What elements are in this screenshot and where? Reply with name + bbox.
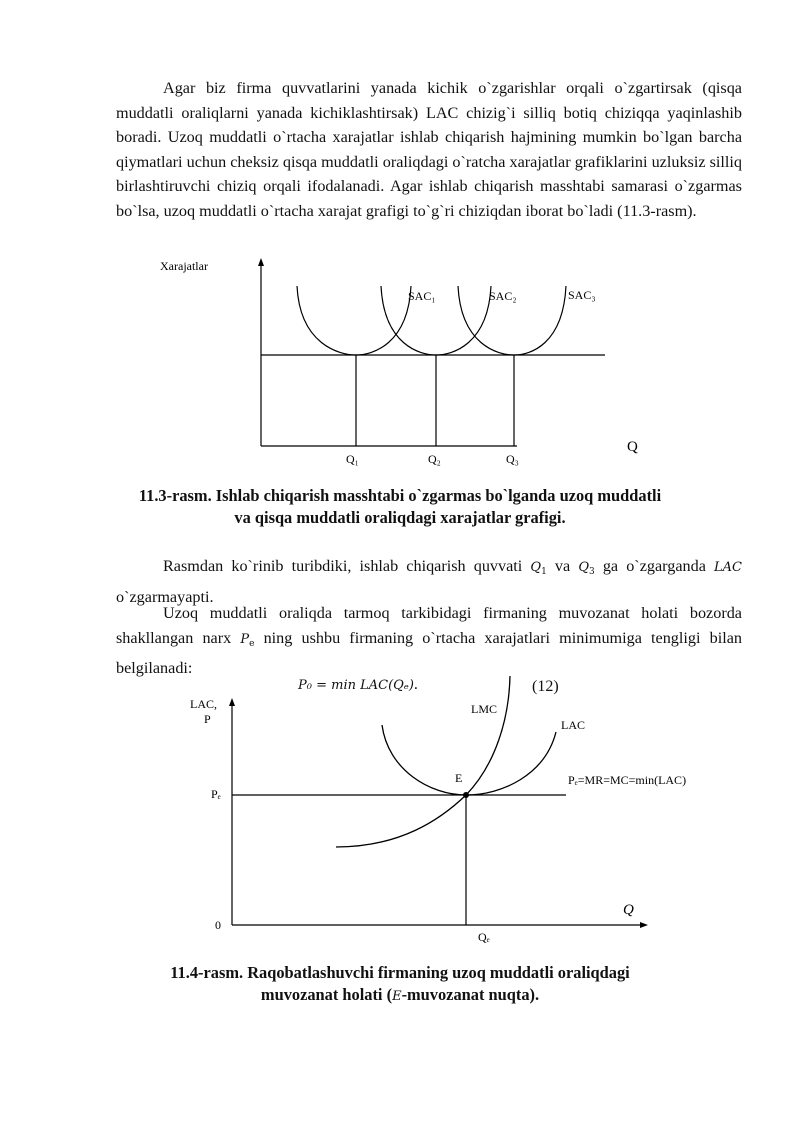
fig1-y-label: Xarajatlar [160,259,208,273]
paragraph2-text-1: Rasmdan ko`rinib turibdiki, ishlab chiqarish quvvati [163,557,523,575]
fig2-equilibrium-label: Pₑ=MR=MC=min(LAC) [568,773,687,787]
q3-symbol: $Q_3$ [578,560,595,577]
paragraph2-text-3: ga o`zgarganda [602,557,706,575]
fig1-sac1-label: SAC₁ [408,289,436,303]
fig2-caption-e: E [392,989,402,1004]
fig1-tick-q2: Q₂ [428,452,441,466]
fig2-y-label-2: P [204,712,211,726]
fig2-x-arrow [640,922,648,928]
fig1-caption-line2: va qisqa muddatli oraliqdagi xarajatlar grafigi. [234,508,566,527]
fig1-sac2-label: SAC₂ [489,289,517,303]
fig2-lmc-label: LMC [471,702,498,716]
fig2-caption-line1: 11.4-rasm. Raqobatlashuvchi firmaning uzoq muddatli oraliqdagi [170,963,630,982]
fig2-x-label: Q [623,902,634,918]
fig2-pe-label: Pₑ [211,787,221,801]
fig2-y-arrow [229,698,235,706]
fig2-lac-label: LAC [561,718,585,732]
fig1-sac3-label: SAC₃ [568,288,596,302]
fig2-caption [60,962,740,1008]
q1-symbol: $Q_1$ [530,560,547,577]
fig1-caption-line1: 11.3-rasm. Ishlab chiqarish masshtabi o`zgarmas bo`lganda uzoq muddatli [138,486,662,505]
paragraph3-text-1: Uzoq muddatli oraliqda tarmoq tarkibidagi firmaning muvozanat holati bozorda shakllangan narx [116,604,742,647]
paragraph3-text-2: ning ushbu firmaning o`rtacha xarajatlari minimumiga tengligi bilan belgilanadi: [116,628,742,677]
formula-dot: . [413,676,418,693]
fig1-x-label: Q [627,439,638,455]
formula-number: (12) [532,678,559,695]
paragraph-1: Agar biz firma quvvatlarini yanada kichik o`zgarishlar orqali o`zgartirsak (qisqa muddatli oraliqlarni yanada kichiklashtirsak) LAC chizig`i silliq botiq chiziqqa yaqinlashib boradi. Uzoq muddatli o`rtacha xarajatlar ishlab chiqarish hajmining mumkin bo`lgan barcha qiymatlari uchun cheksiz qisqa muddatli oraliqdagi o`ratcha xarajatlar grafiklarini uzluksiz silliq birlashtiruvchi chiziq orqali ifodalanadi. Agar ishlab chiqarish masshtabi samarasi o`zgarmas bo`lsa, uzoq muddatli o`rtacha xarajat grafigi to`g`ri chiziqdan iborat bo`ladi (11.3-rasm). [116,79,742,220]
fig2-caption-line2-b: -muvozanat nuqta). [401,985,540,1004]
fig1-tick-q1: Q₁ [346,452,359,466]
lac-symbol: LAC [714,560,742,575]
paragraph2-text-2: va [554,557,571,575]
paragraph2-text-4: o`zgarmayapti. [116,587,214,606]
formula-expression: P₀ = min LAC(Qₑ) [298,678,414,693]
fig2-caption-line2-a: muvozanat holati ( [260,985,393,1004]
fig2-equilibrium-point [463,792,469,798]
fig2-point-label: E [455,771,463,785]
fig1-tick-q3: Q₃ [506,452,519,466]
fig2-lac-curve [382,725,556,795]
pe-symbol: $P_e$ [240,631,255,649]
fig2-y-label-1: LAC, [190,697,217,711]
fig2-origin-label: 0 [215,918,221,932]
fig2-qe-label: Qₑ [478,930,490,944]
